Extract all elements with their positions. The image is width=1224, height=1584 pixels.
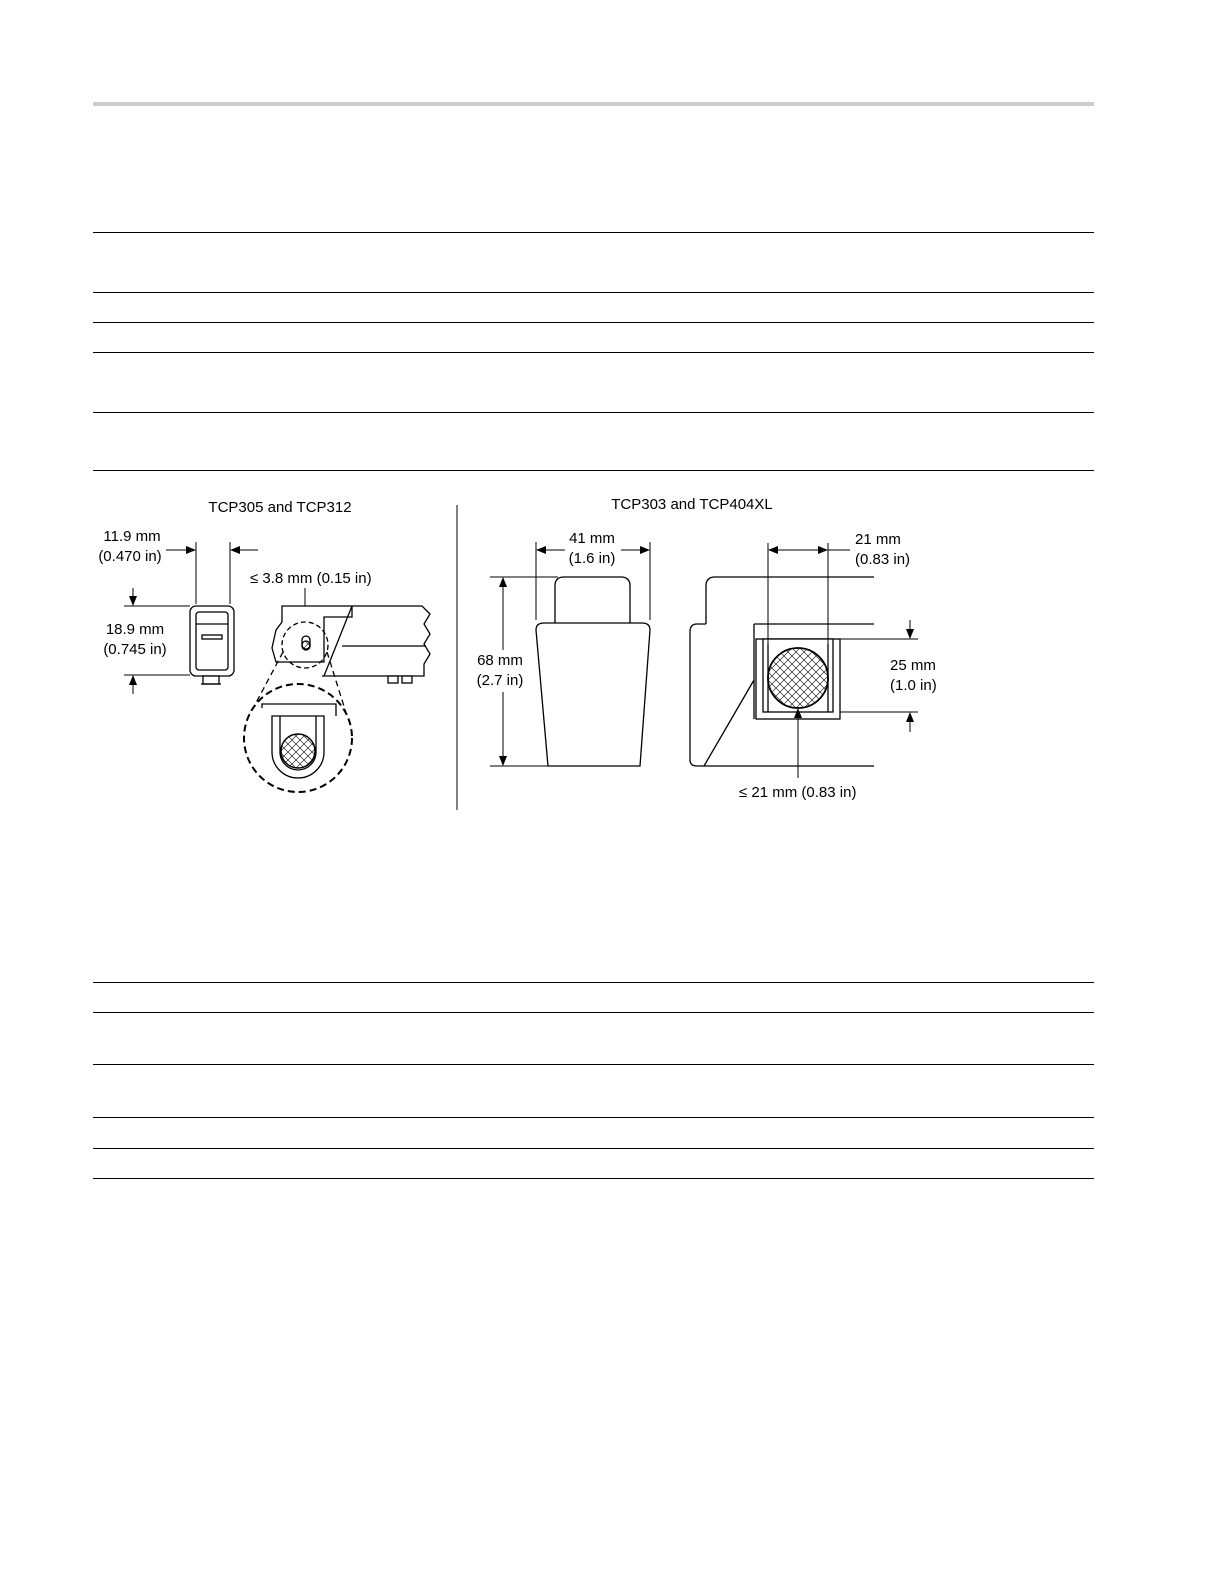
right-jaw-width-dimension bbox=[768, 543, 850, 644]
right-jaw-width-in-label: (0.83 in) bbox=[855, 551, 911, 568]
right-jaw-depth-mm-label: 25 mm bbox=[890, 657, 936, 674]
probe-jaw-dimensions-figure bbox=[0, 480, 1224, 820]
left-width-dimension bbox=[166, 542, 258, 604]
tcp303-front-view bbox=[536, 577, 650, 766]
left-width-mm-label: 11.9 mm bbox=[103, 528, 161, 545]
right-jaw-width-mm-label: 21 mm bbox=[855, 531, 901, 548]
table-rule bbox=[93, 1012, 1094, 1013]
table-rule bbox=[93, 470, 1094, 471]
right-jaw-depth-dimension bbox=[840, 620, 918, 732]
right-height-in-label: (2.7 in) bbox=[476, 672, 524, 689]
tcp305-end-view bbox=[190, 606, 234, 684]
table-rule bbox=[93, 322, 1094, 323]
tcp305-side-view bbox=[272, 606, 430, 683]
left-height-in-label: (0.745 in) bbox=[103, 641, 167, 658]
table-rule bbox=[93, 1178, 1094, 1179]
left-width-in-label: (0.470 in) bbox=[98, 548, 162, 565]
left-max-conductor-label: ≤ 3.8 mm (0.15 in) bbox=[250, 570, 372, 587]
right-max-conductor-label: ≤ 21 mm (0.83 in) bbox=[739, 784, 857, 801]
table-rule bbox=[93, 292, 1094, 293]
right-figure-title: TCP303 and TCP404XL bbox=[611, 496, 773, 513]
table-rule bbox=[93, 412, 1094, 413]
table-rule bbox=[93, 1148, 1094, 1149]
right-width-in-label: (1.6 in) bbox=[568, 550, 616, 567]
left-height-mm-label: 18.9 mm bbox=[105, 621, 165, 638]
right-jaw-depth-in-label: (1.0 in) bbox=[890, 677, 937, 694]
tcp303-side-view bbox=[690, 577, 874, 766]
left-figure-title: TCP305 and TCP312 bbox=[208, 499, 352, 516]
table-rule bbox=[93, 1064, 1094, 1065]
right-width-mm-label: 41 mm bbox=[569, 530, 615, 547]
table-rule bbox=[93, 352, 1094, 353]
right-height-mm-label: 68 mm bbox=[477, 652, 523, 669]
table-rule bbox=[93, 982, 1094, 983]
page-header-rule bbox=[93, 102, 1094, 106]
probe-dimensions-diagram bbox=[0, 480, 1224, 820]
table-rule bbox=[93, 1117, 1094, 1118]
table-rule bbox=[93, 232, 1094, 233]
